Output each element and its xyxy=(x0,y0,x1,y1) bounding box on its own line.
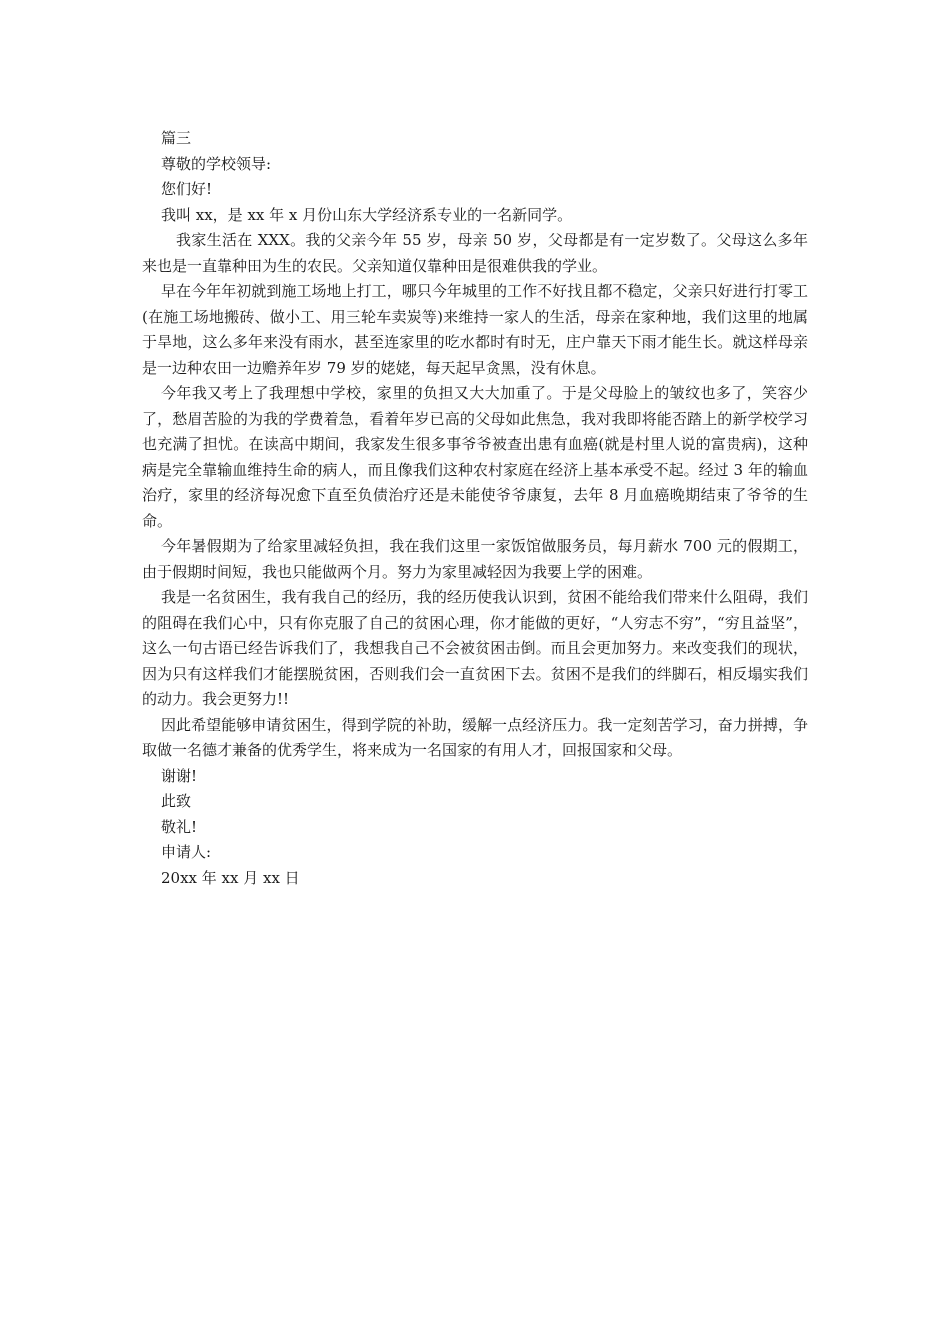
salutation: 尊敬的学校领导: xyxy=(161,154,272,173)
intro-line: 我叫 xx，是 xx 年 x 月份山东大学经济系专业的一名新同学。 xyxy=(161,205,573,224)
paragraph-request: 因此希望能够申请贫困生，得到学院的补助，缓解一点经济压力。我一定刻苦学习，奋力拼搏，争取做一名德才兼备的优秀学生，将来成为一名国家的有用人才，回报国家和父母。 xyxy=(142,715,808,759)
closing-line-1: 此致 xyxy=(161,792,192,810)
paragraph-family: 我家生活在 XXX。我的父亲今年 55 岁，母亲 50 岁，父母都是有一定岁数了。父母这么多年来也是一直靠种田为生的农民。父亲知道仅靠种田是很难供我的学业。 xyxy=(142,231,808,275)
section-title: 篇三 xyxy=(161,129,192,147)
thanks: 谢谢! xyxy=(161,766,198,785)
paragraph-poverty: 我是一名贫困生，我有我自己的经历，我的经历使我认识到，贫困不能给我们带来什么阻碍，我们的阻碍在我们心中，只有你克服了自己的贫困心理，你才能做的更好，“人穷志不穷”，“穷且益坚”，这么一句古语已经告诉我们了，我想我自己不会被贫困击倒。而且会更加努力。来改变我们的现状，因为只有这样我们才能摆脱贫困，否则我们会一直贫困下去。贫困不是我们的绊脚石，相反塌实我们的动力。我会更努力!! xyxy=(142,588,808,708)
paragraph-work: 早在今年年初就到施工场地上打工，哪只今年城里的工作不好找且都不稳定，父亲只好进行打零工(在施工场地搬砖、做小工、用三轮车卖炭等)来维持一家人的生活，母亲在家种地，我们这里的地属于旱地，这么多年来没有雨水，甚至连家里的吃水都时有时无，庄户靠天下雨才能生长。就这样母亲是一边种农田一边赡养年岁 79 岁的姥姥，每天起早贪黑，没有休息。 xyxy=(142,282,808,377)
paragraph-summer-job: 今年暑假期为了给家里减轻负担，我在我们这里一家饭馆做服务员，每月薪水 700 元的假期工，由于假期时间短，我也只能做两个月。努力为家里减轻因为我要上学的困难。 xyxy=(142,537,808,581)
letter-date: 20xx 年 xx 月 xx 日 xyxy=(161,868,300,887)
applicant-label: 申请人: xyxy=(161,843,212,861)
paragraph-school: 今年我又考上了我理想中学校，家里的负担又大大加重了。于是父母脸上的皱纹也多了，笑容少了，愁眉苦脸的为我的学费着急，看着年岁已高的父母如此焦急，我对我即将能否踏上的新学校学习也充满了担忧。在读高中期间，我家发生很多事爷爷被查出患有血癌(就是村里人说的富贵病)，这种病是完全靠输血维持生命的病人，而且像我们这种农村家庭在经济上基本承受不起。经过 3 年的输血治疗，家里的经济每况愈下直至负债治疗还是未能使爷爷康复，去年 8 月血癌晚期结束了爷爷的生命。 xyxy=(142,384,808,530)
greeting: 您们好! xyxy=(161,180,213,198)
letter-body xyxy=(142,126,808,891)
closing-line-2: 敬礼! xyxy=(161,817,198,836)
